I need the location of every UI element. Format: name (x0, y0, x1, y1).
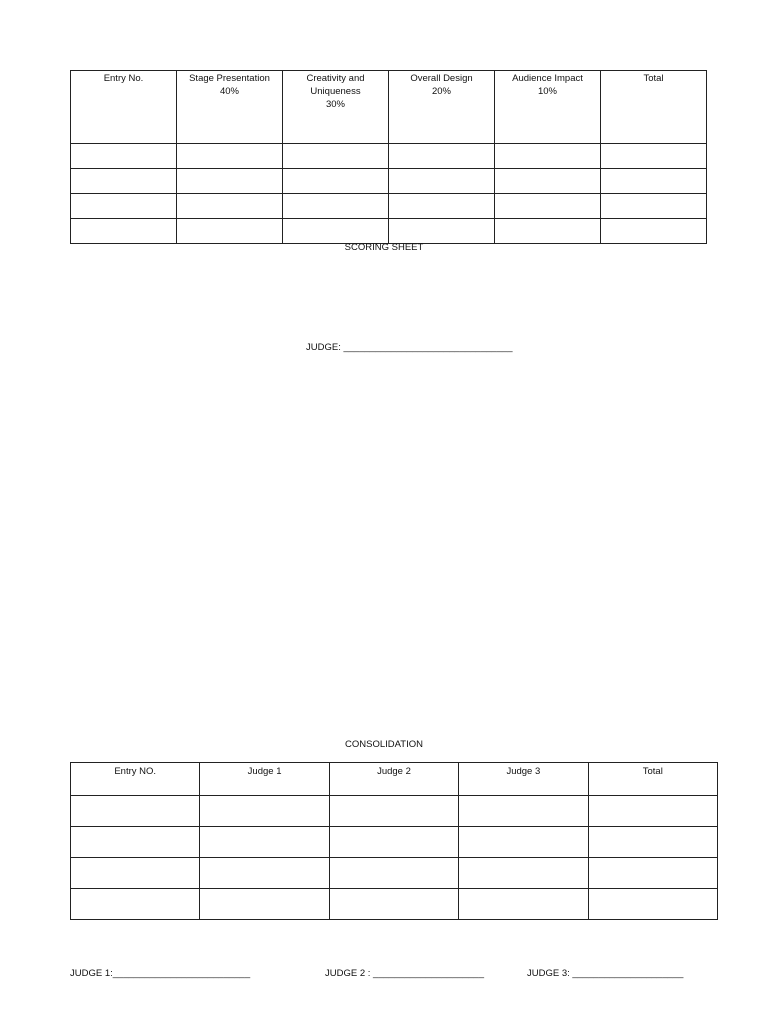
consolidation-header-judge-2: Judge 2 (329, 763, 458, 796)
consolidation-header-judge-1: Judge 1 (200, 763, 329, 796)
table-row (71, 169, 707, 194)
consolidation-cell[interactable] (459, 827, 588, 858)
consolidation-table (70, 762, 718, 920)
consolidation-cell[interactable] (200, 889, 329, 920)
consolidation-cell[interactable] (588, 827, 717, 858)
header-line: Audience Impact (512, 73, 583, 84)
header-line: Total (643, 73, 664, 84)
scoring-header-overall-design (389, 71, 495, 144)
score-cell[interactable] (389, 219, 495, 244)
score-cell[interactable] (71, 219, 177, 244)
score-cell[interactable] (283, 144, 389, 169)
consolidation-cell[interactable] (588, 858, 717, 889)
score-cell[interactable] (177, 144, 283, 169)
consolidation-cell[interactable] (329, 889, 458, 920)
score-cell[interactable] (389, 194, 495, 219)
consolidation-cell[interactable] (459, 889, 588, 920)
consolidation-cell[interactable] (71, 889, 200, 920)
scoring-header-audience-impact (495, 71, 601, 144)
score-cell[interactable] (177, 219, 283, 244)
consolidation-cell[interactable] (329, 827, 458, 858)
consolidation-title: CONSOLIDATION (345, 739, 423, 750)
header-weight: 30% (325, 99, 345, 110)
scoring-header-creativity (283, 71, 389, 144)
consolidation-cell[interactable] (329, 858, 458, 889)
score-cell[interactable] (601, 219, 707, 244)
score-cell[interactable] (177, 194, 283, 219)
score-cell[interactable] (389, 144, 495, 169)
score-cell[interactable] (495, 219, 601, 244)
table-row (71, 194, 707, 219)
header-line: Overall Design (410, 73, 473, 84)
consolidation-cell[interactable] (200, 827, 329, 858)
consolidation-cell[interactable] (459, 858, 588, 889)
consolidation-cell[interactable] (71, 858, 200, 889)
table-row (71, 144, 707, 169)
scoring-header-total (601, 71, 707, 144)
score-cell[interactable] (495, 169, 601, 194)
consolidation-header-judge-3: Judge 3 (459, 763, 588, 796)
consolidation-header-total: Total (588, 763, 717, 796)
table-row (71, 889, 718, 920)
score-cell[interactable] (495, 194, 601, 219)
consolidation-cell[interactable] (200, 796, 329, 827)
scoring-table (70, 70, 707, 244)
scoring-header-entry-no (71, 71, 177, 144)
score-cell[interactable] (389, 169, 495, 194)
consolidation-cell[interactable] (71, 827, 200, 858)
scoring-header-stage-presentation (177, 71, 283, 144)
judge-signature-line: JUDGE: ________________________________ (306, 342, 513, 353)
consolidation-cell[interactable] (329, 796, 458, 827)
consolidation-cell[interactable] (71, 796, 200, 827)
score-cell[interactable] (601, 194, 707, 219)
header-weight: 10% (537, 86, 557, 97)
judge-1-signature-line: JUDGE 1:__________________________ (70, 968, 251, 979)
score-cell[interactable] (71, 144, 177, 169)
consolidation-header-entry-no: Entry NO. (71, 763, 200, 796)
judge-2-signature-line: JUDGE 2 : _____________________ (325, 968, 484, 979)
scoring-header-row (71, 71, 707, 144)
header-line: Stage Presentation (189, 73, 270, 84)
score-cell[interactable] (601, 144, 707, 169)
header-line: Entry No. (103, 73, 144, 84)
score-cell[interactable] (177, 169, 283, 194)
score-cell[interactable] (601, 169, 707, 194)
consolidation-cell[interactable] (588, 889, 717, 920)
header-line: Creativity and (306, 73, 365, 84)
header-weight: 20% (431, 86, 451, 97)
score-cell[interactable] (283, 169, 389, 194)
consolidation-header-row (71, 763, 718, 796)
scoring-sheet-title: SCORING SHEET (344, 242, 424, 253)
judge-3-signature-line: JUDGE 3: _____________________ (527, 968, 684, 979)
header-weight: 40% (219, 86, 239, 97)
score-cell[interactable] (495, 144, 601, 169)
table-row (71, 827, 718, 858)
table-row (71, 858, 718, 889)
header-line: Uniqueness (310, 86, 361, 97)
consolidation-cell[interactable] (459, 796, 588, 827)
score-cell[interactable] (71, 169, 177, 194)
consolidation-cell[interactable] (588, 796, 717, 827)
table-row (71, 219, 707, 244)
score-cell[interactable] (283, 194, 389, 219)
consolidation-cell[interactable] (200, 858, 329, 889)
table-row (71, 796, 718, 827)
score-cell[interactable] (283, 219, 389, 244)
score-cell[interactable] (71, 194, 177, 219)
